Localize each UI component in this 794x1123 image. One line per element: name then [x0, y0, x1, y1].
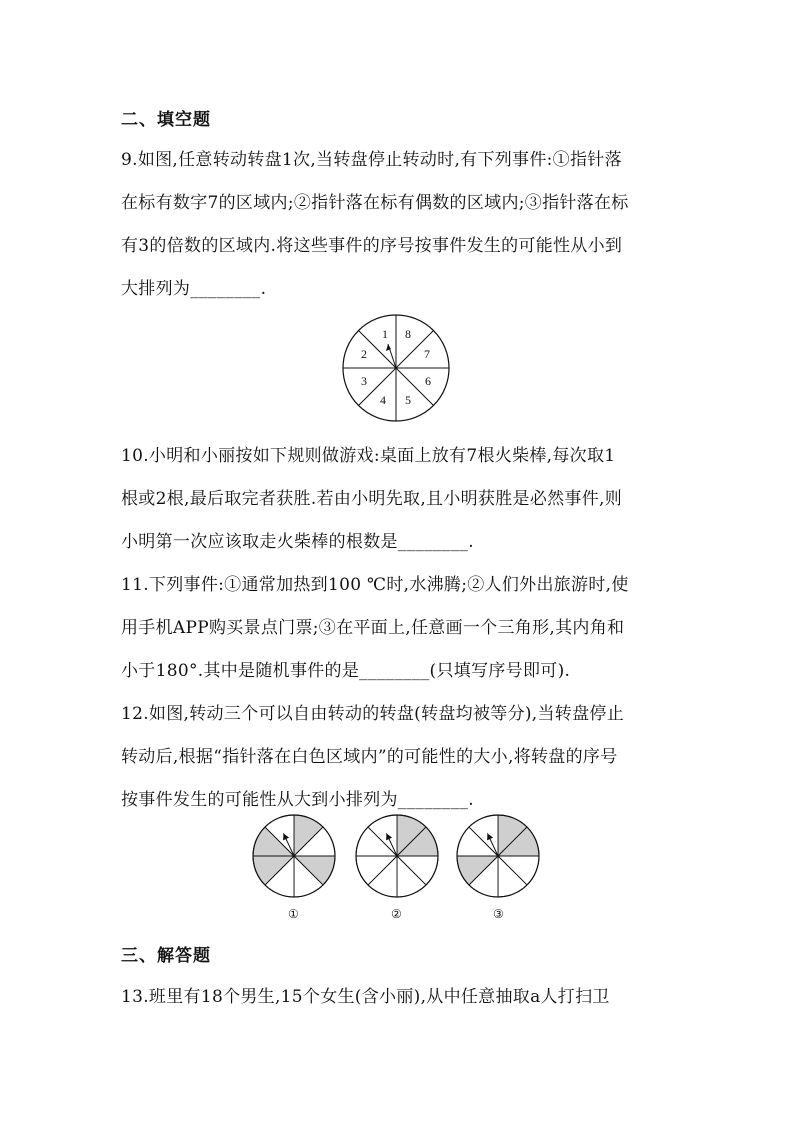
q10-line-3: 小明第一次应该取走火柴棒的根数是________.	[121, 532, 474, 552]
spinner-1	[253, 815, 335, 897]
spinner-number: 1	[382, 327, 388, 341]
spinner-number: 8	[405, 327, 411, 341]
q9-line-4: 大排列为________.	[121, 279, 267, 299]
q12-line-3: 按事件发生的可能性从大到小排列为________.	[121, 790, 474, 810]
spinner-2	[356, 815, 438, 897]
spinner-3	[457, 815, 539, 897]
spinner-number: 7	[424, 347, 430, 361]
section-heading-fill-in: 二、填空题	[121, 110, 211, 130]
spinner-number: 6	[425, 374, 431, 388]
q12-line-2: 转动后,根据“指针落在白色区域内”的可能性的大小,将转盘的序号	[121, 747, 618, 767]
section-heading-answer: 三、解答题	[121, 946, 211, 966]
spinner-label-2: ②	[391, 907, 402, 921]
q9-line-2: 在标有数字7的区域内;②指针落在标有偶数的区域内;③指针落在标	[121, 193, 629, 213]
q11-line-2: 用手机APP购买景点门票;③在平面上,任意画一个三角形,其内角和	[121, 618, 625, 638]
q9-spinner-figure	[340, 312, 452, 424]
q10-line-2: 根或2根,最后取完者获胜.若由小明先取,且小明获胜是必然事件,则	[121, 489, 623, 509]
spinner-label-3: ③	[493, 907, 504, 921]
q12-line-1: 12.如图,转动三个可以自由转动的转盘(转盘均被等分),当转盘停止	[121, 704, 625, 724]
q10-line-1: 10.小明和小丽按如下规则做游戏:桌面上放有7根火柴棒,每次取1	[121, 446, 616, 466]
spinner-label-1: ①	[288, 907, 299, 921]
q9-line-1: 9.如图,任意转动转盘1次,当转盘停止转动时,有下列事件:①指针落	[121, 150, 622, 170]
spinner-number: 3	[361, 374, 367, 388]
spinner-number: 2	[361, 347, 367, 361]
spinner-number: 5	[405, 393, 411, 407]
q13-line-1: 13.班里有18个男生,15个女生(含小丽),从中任意抽取a人打扫卫	[121, 987, 610, 1007]
q11-line-1: 11.下列事件:①通常加热到100 ℃时,水沸腾;②人们外出旅游时,使	[121, 575, 629, 595]
q12-spinners-figure	[250, 812, 550, 924]
spinner-number: 4	[380, 393, 386, 407]
q9-line-3: 有3的倍数的区域内.将这些事件的序号按事件发生的可能性从小到	[121, 236, 623, 256]
q11-line-3: 小于180°.其中是随机事件的是________(只填写序号即可).	[121, 661, 571, 681]
